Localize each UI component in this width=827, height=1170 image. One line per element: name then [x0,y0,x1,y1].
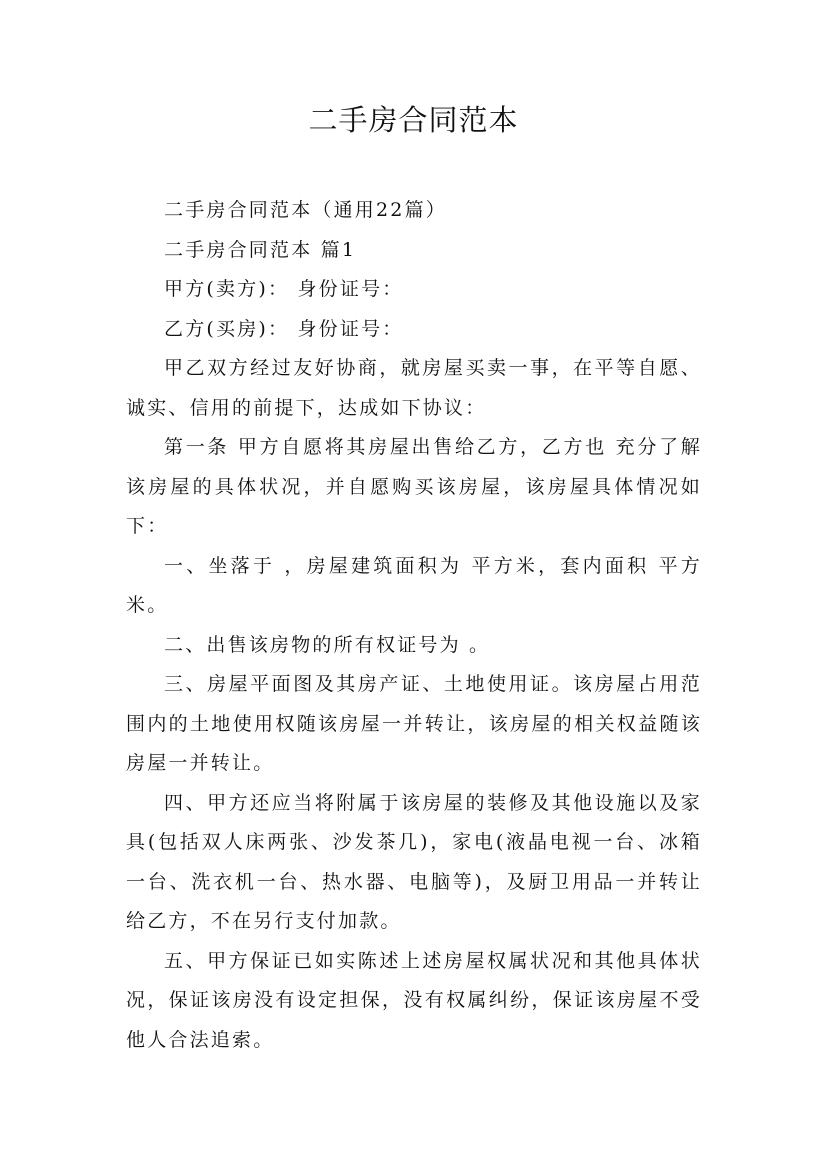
paragraph-party-b: 乙方(买房)： 身份证号： [164,317,404,340]
paragraph-item-2: 二、出售该房物的所有权证号为 。 [164,633,491,656]
paragraph-article-heading: 二手房合同范本 篇1 [164,238,357,261]
paragraph-item-3: 三、房屋平面图及其房产证、土地使用证。该房屋占用范围内的土地使用权随该房屋一并转让，该房屋的相关权益随该房屋一并转让。 [126,673,702,774]
paragraph-preamble: 甲乙双方经过友好协商，就房屋买卖一事，在平等自愿、诚实、信用的前提下，达成如下协议： [126,357,702,419]
paragraph-item-1: 一、坐落于 ，房屋建筑面积为 平方米，套内面积 平方米。 [126,554,702,616]
paragraph-item-4: 四、甲方还应当将附属于该房屋的装修及其他设施以及家具(包括双人床两张、沙发茶几)，家电(液晶电视一台、冰箱一台、洗衣机一台、热水器、电脑等)，及厨卫用品一并转让给乙方，不在另行支付加款。 [126,791,702,932]
paragraph-item-5: 五、甲方保证已如实陈述上述房屋权属状况和其他具体状况，保证该房没有设定担保，没有权属纠纷，保证该房屋不受他人合法追索。 [126,949,702,1051]
document-body [126,191,702,1060]
document-title: 二手房合同范本 [308,103,519,137]
paragraph-subtitle: 二手房合同范本（通用22篇） [164,199,447,221]
paragraph-article-1: 第一条 甲方自愿将其房屋出售给乙方，乙方也 充分了解该房屋的具体状况，并自愿购买该房屋，该房屋具体情况如下： [126,436,702,537]
paragraph-party-a: 甲方(卖方)： 身份证号： [164,278,404,300]
